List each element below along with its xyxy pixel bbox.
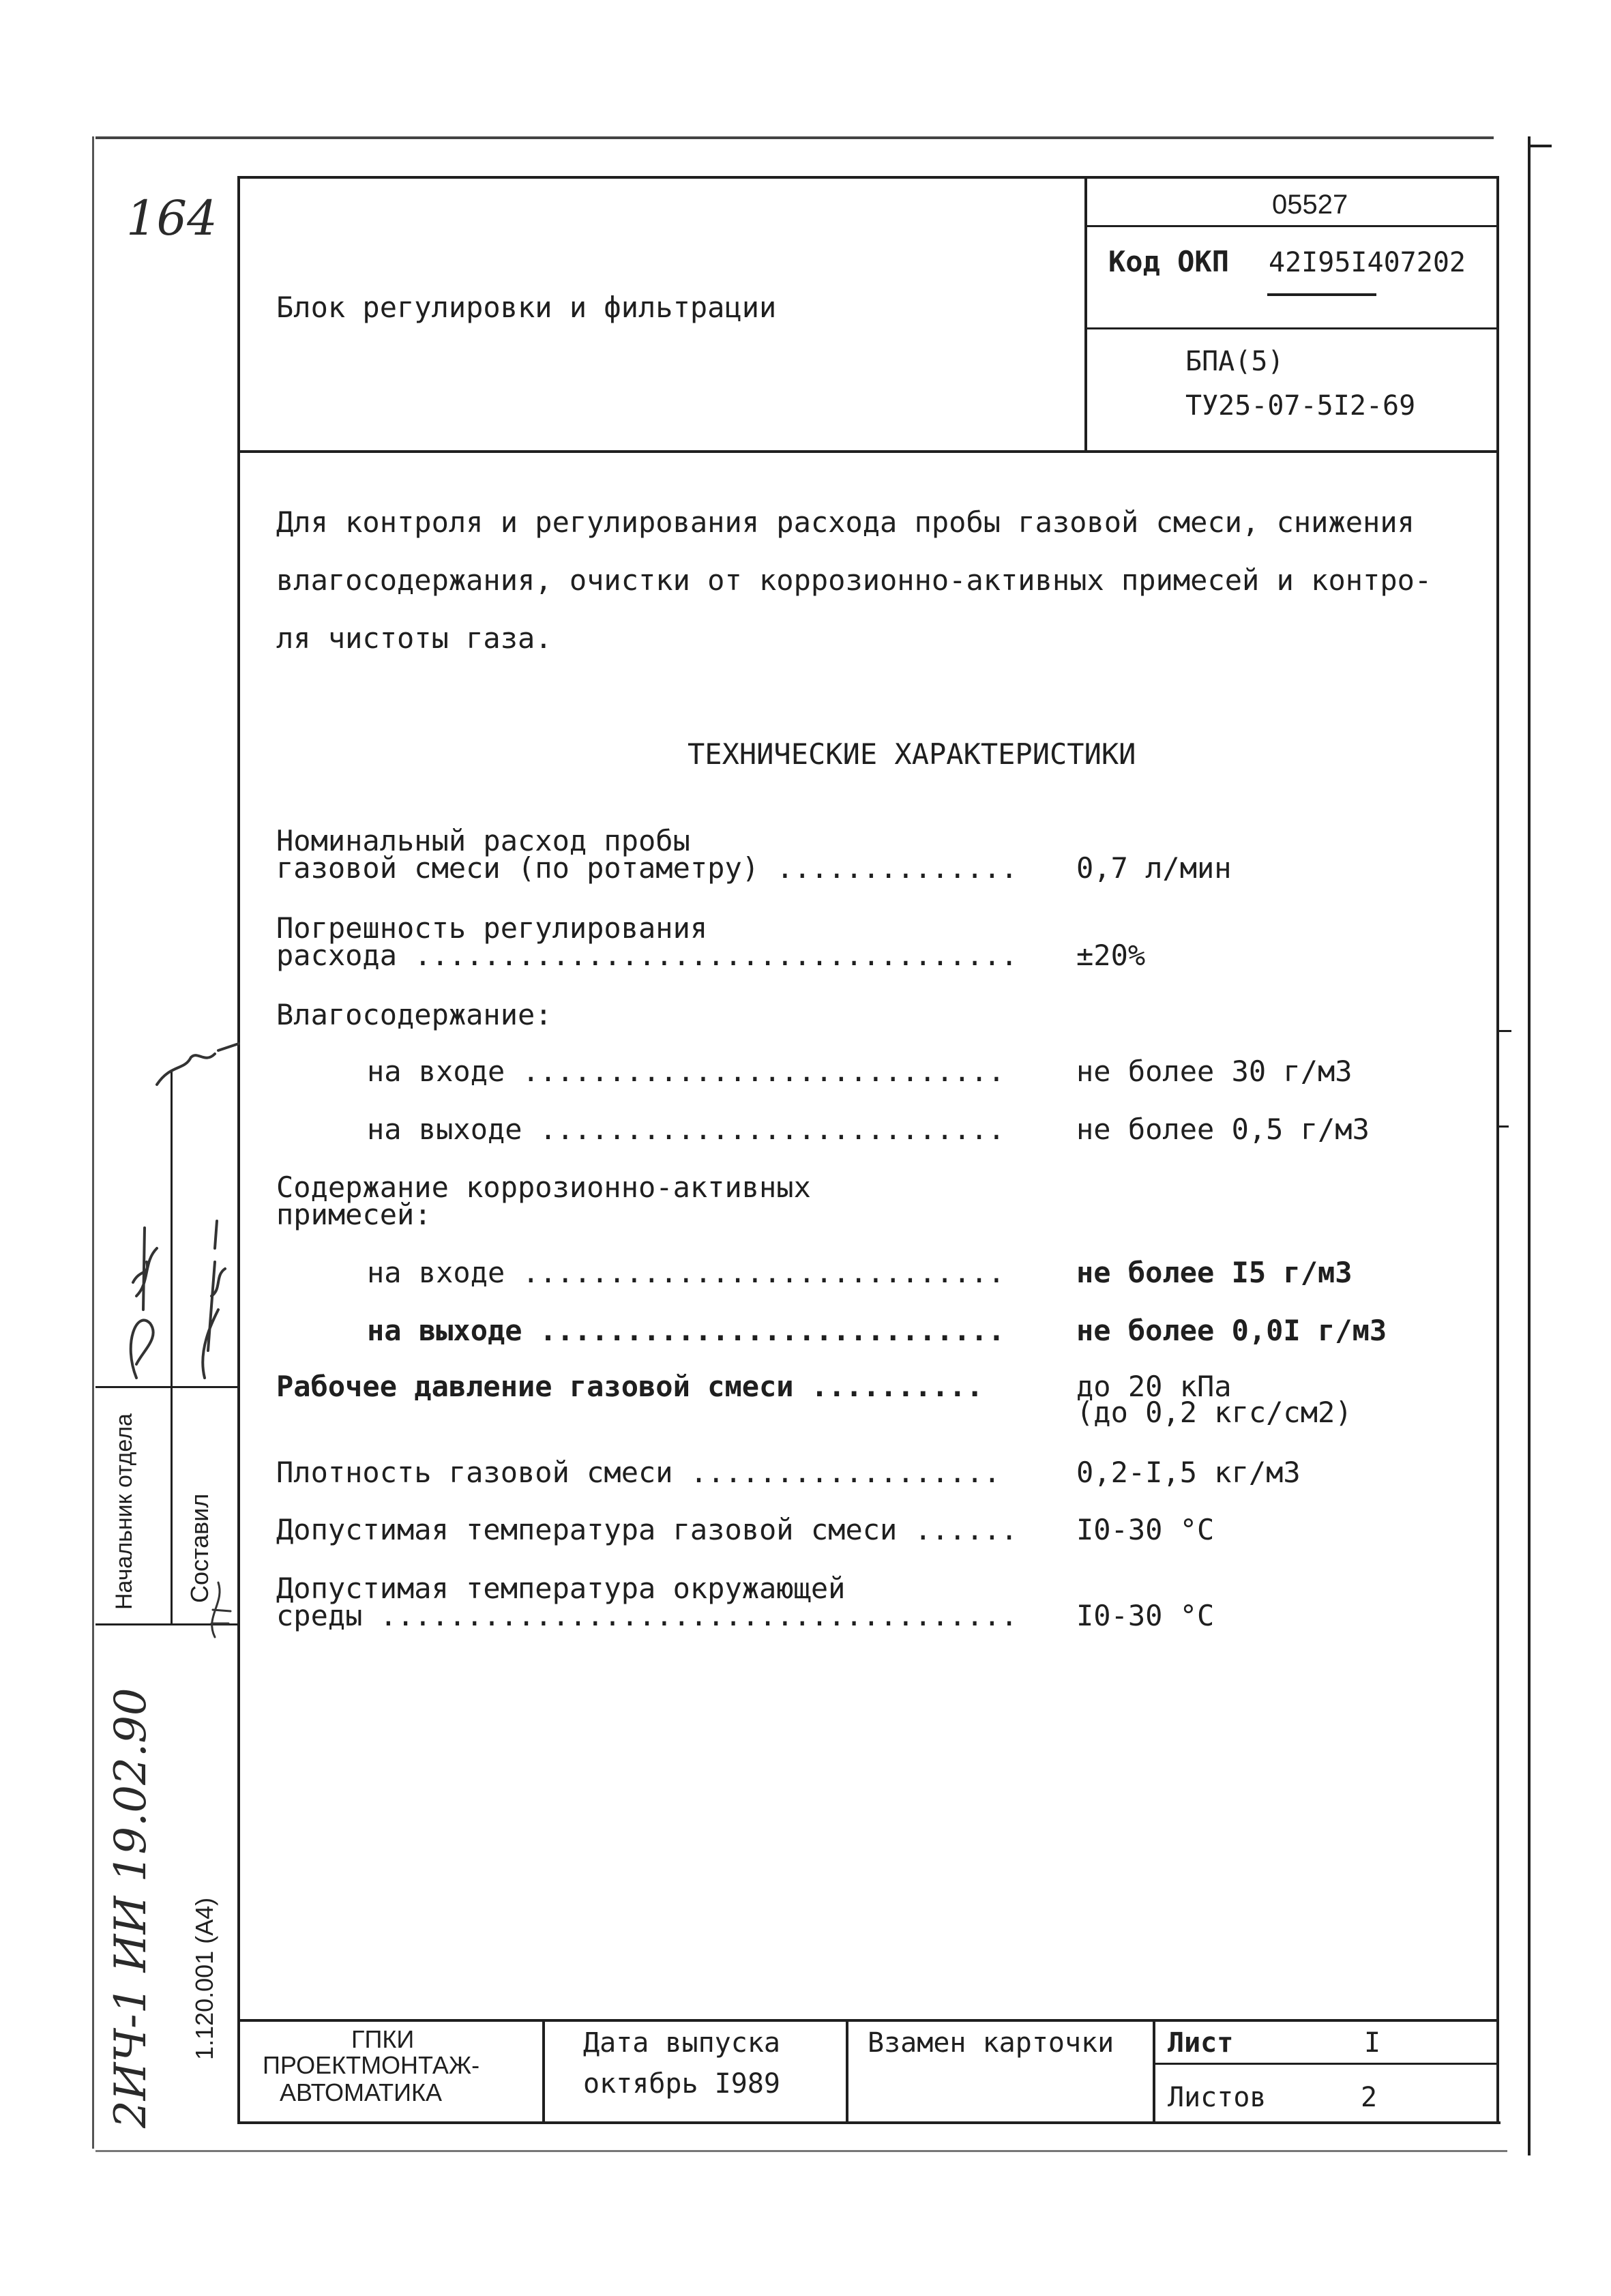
right-tick xyxy=(1528,145,1552,147)
error-value: ±20% xyxy=(1076,939,1146,972)
footer-top-border xyxy=(239,2019,1499,2022)
card-title: Блок регулировки и фильтрации xyxy=(276,291,777,324)
top-scan-line xyxy=(95,136,1494,139)
signature-stamp-initials xyxy=(211,1583,231,1637)
replaces-label: Взамен карточки xyxy=(868,2027,1114,2059)
card-bottom-border xyxy=(237,2121,1501,2124)
corrosive-label-2: примесей: xyxy=(276,1198,432,1231)
moisture-in-value: не более 30 г/м3 xyxy=(1076,1055,1353,1088)
signature-head-of-dept xyxy=(131,1228,157,1378)
ambient-temp-label-1: Допустимая температура окружающей xyxy=(276,1572,846,1605)
issue-date-label: Дата выпуска xyxy=(583,2027,780,2059)
corrosive-out-label: на выходе ........................... xyxy=(367,1314,1005,1347)
corrosive-in-value: не более I5 г/м3 xyxy=(1076,1256,1353,1289)
card-code: 05527 xyxy=(1272,190,1348,220)
sheets-label: Листов xyxy=(1168,2082,1267,2113)
description-line-3: ля чистоты газа. xyxy=(276,621,552,655)
moisture-out-value: не более 0,5 г/м3 xyxy=(1076,1113,1370,1146)
pressure-value-2: (до 0,2 кгс/см2) xyxy=(1076,1396,1353,1429)
gas-temp-label: Допустимая температура газовой смеси ...... xyxy=(276,1513,1018,1546)
model-code: БПА(5) xyxy=(1185,346,1284,377)
okp-underline xyxy=(1267,293,1376,296)
flow-label-1: Номинальный расход пробы xyxy=(276,824,690,857)
density-value: 0,2-I,5 кг/м3 xyxy=(1076,1456,1301,1489)
footer-divider-3 xyxy=(1153,2019,1155,2123)
error-label-1: Погрешность регулирования xyxy=(276,911,708,945)
sheet-value: I xyxy=(1364,2027,1381,2059)
right-scan-line xyxy=(1528,136,1531,2155)
card-top-border xyxy=(239,176,1499,179)
footer-divider-2 xyxy=(846,2019,848,2123)
right-margin-tick-2 xyxy=(1498,1125,1509,1128)
sheet-label: Лист xyxy=(1168,2027,1234,2059)
footer-sheet-divider xyxy=(1154,2063,1499,2065)
density-label: Плотность газовой смеси .................. xyxy=(276,1456,1001,1489)
org-line-3: АВТОМАТИКА xyxy=(280,2078,443,2106)
left-scan-line xyxy=(92,136,94,2149)
corrosive-label-1: Содержание коррозионно-активных xyxy=(276,1171,811,1204)
signatures-svg xyxy=(95,1023,246,1705)
moisture-out-label: на выходе ........................... xyxy=(367,1113,1005,1146)
moisture-heading: Влагосодержание: xyxy=(276,998,552,1031)
org-line-1: ГПКИ xyxy=(351,2025,415,2053)
flow-label-2: газовой смеси (по ротаметру) .............. xyxy=(276,851,1018,885)
org-line-2: ПРОЕКТМОНТАЖ- xyxy=(263,2051,480,2079)
page-number-handwritten: 164 xyxy=(126,190,218,246)
header-vertical-divider xyxy=(1084,176,1087,452)
error-label-2: расхода ................................... xyxy=(276,939,1018,972)
signature-compiled xyxy=(157,1044,239,1378)
handwritten-date: 2ИЧ-1 ИИ 19.02.90 xyxy=(106,1688,156,2128)
gas-temp-value: I0-30 °C xyxy=(1076,1513,1215,1546)
head-of-dept-label: Начальник отдела xyxy=(111,1413,137,1610)
description-line-2: влагосодержания, очистки от коррозионно-активных примесей и контро- xyxy=(276,563,1432,597)
ambient-temp-label-2: среды ..................................... xyxy=(276,1599,1018,1632)
ambient-temp-value: I0-30 °C xyxy=(1076,1599,1215,1632)
header-divider-2 xyxy=(1086,327,1498,329)
right-margin-tick-1 xyxy=(1498,1030,1511,1032)
format-code: 1.120.001 (А4) xyxy=(190,1897,218,2060)
section-title: ТЕХНИЧЕСКИЕ ХАРАКТЕРИСТИКИ xyxy=(688,737,1136,771)
pressure-value-1: до 20 кПа xyxy=(1076,1370,1232,1403)
moisture-in-label: на входе ............................ xyxy=(367,1055,1005,1088)
corrosive-in-label: на входе ............................ xyxy=(367,1256,1005,1289)
card-right-border xyxy=(1496,176,1499,2123)
bottom-scan-line xyxy=(95,2150,1507,2152)
corrosive-out-value: не более 0,0I г/м3 xyxy=(1076,1314,1387,1347)
okp-label: Код ОКП xyxy=(1108,245,1230,278)
sheets-value: 2 xyxy=(1361,2082,1378,2113)
header-bottom-border xyxy=(239,450,1499,453)
flow-value: 0,7 л/мин xyxy=(1076,851,1232,885)
footer-divider-1 xyxy=(542,2019,545,2123)
spec-code: ТУ25-07-5I2-69 xyxy=(1185,390,1416,422)
description-line-1: Для контроля и регулирования расхода пробы газовой смеси, снижения xyxy=(276,505,1415,539)
issue-date-value: октябрь I989 xyxy=(583,2068,780,2100)
compiled-label: Составил xyxy=(186,1493,213,1603)
pressure-label: Рабочее давление газовой смеси .......... xyxy=(276,1370,984,1403)
header-divider-1 xyxy=(1086,225,1498,227)
okp-value: 42I95I407202 xyxy=(1269,247,1466,278)
